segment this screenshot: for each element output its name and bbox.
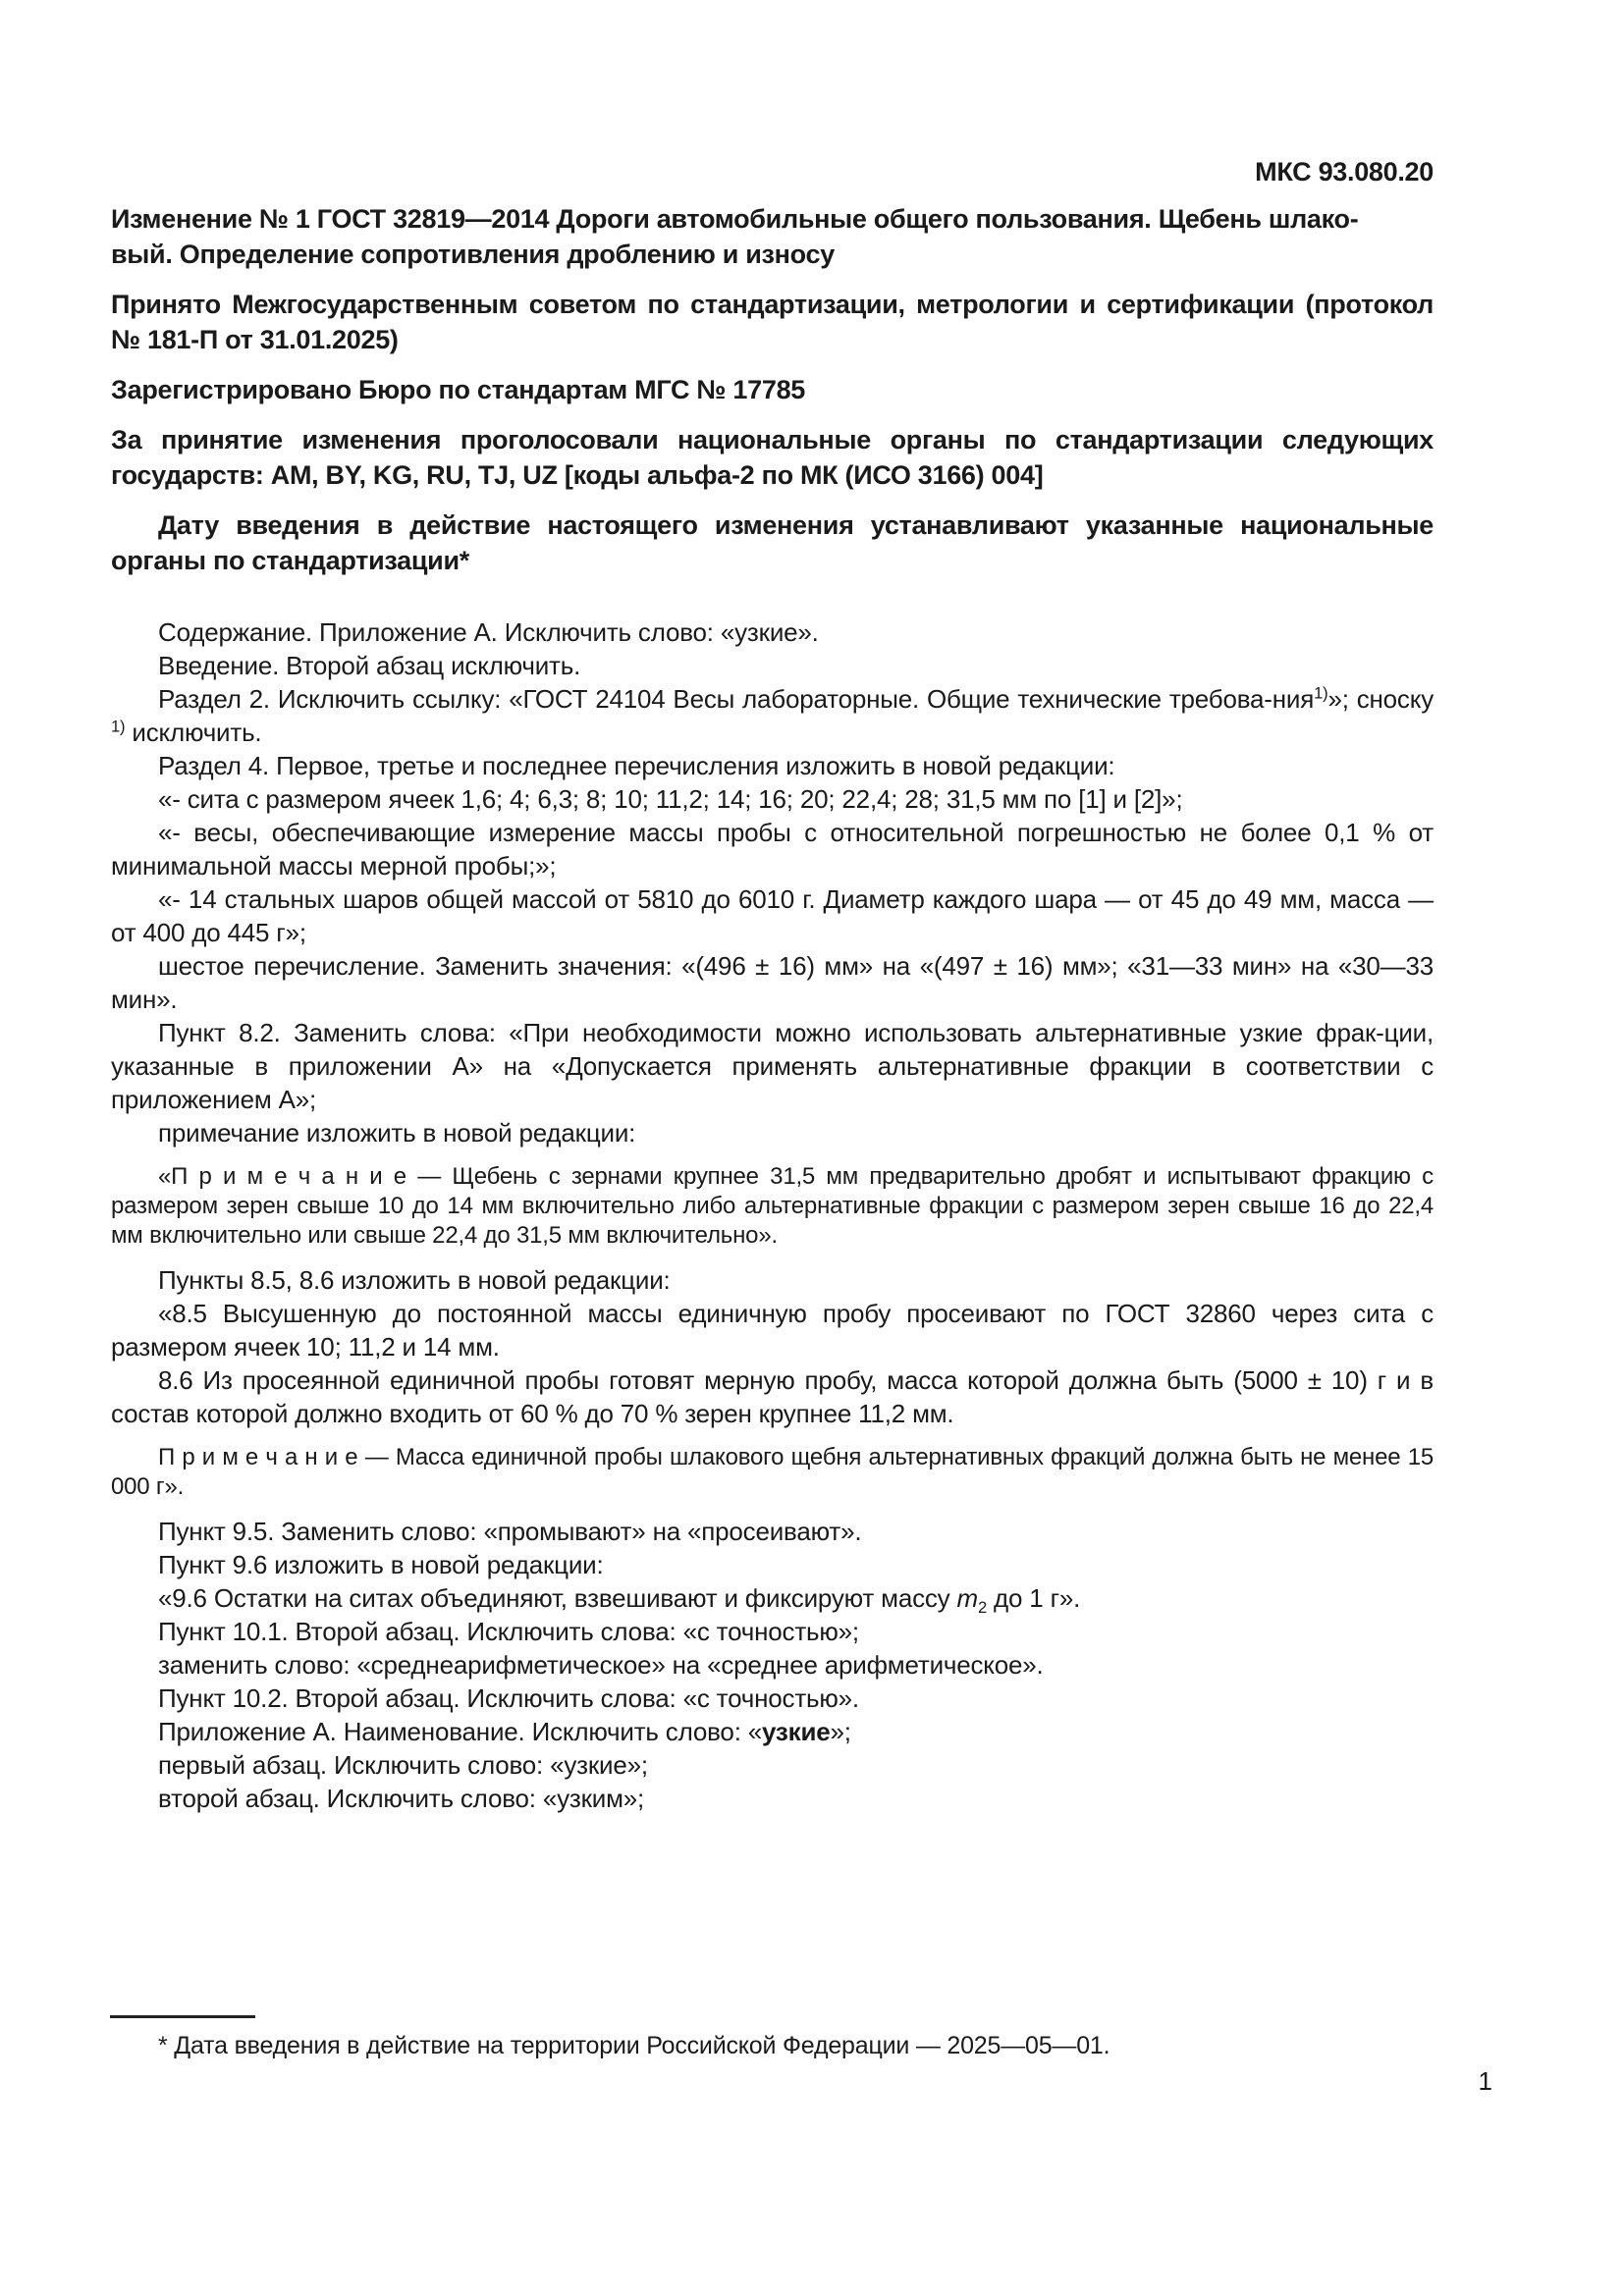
page-number: 1 — [1478, 2066, 1492, 2096]
list-item-scales: «- весы, обеспечивающие измерение массы пробы с относительной погрешностью не более 0,1 % от минимальной массы мерной пробы;»; — [111, 818, 1434, 881]
amendment-section-4: Раздел 4. Первое, третье и последнее перечисления изложить в новой редакции: — [158, 751, 1115, 780]
note-crushed-stone: «П р и м е ч а н и е — Щебень с зернами крупнее 31,5 мм предварительно дробят и испытывают фракцию с размером зерен свыше 10 до 14 мм включительно либо альтернативные фракции с размером зерен свыше 16 до 22,4 мм включительно или свыше 22,4 до 31,5 мм включительно». — [111, 1163, 1434, 1249]
amendment-clause-9-6: Пункт 9.6 изложить в новой редакции: — [158, 1550, 604, 1579]
effective-date-statement: Дату введения в действие настоящего изменения устанавливают указанные национальные органы по стандартизации* — [111, 510, 1434, 575]
appendix-a-text-a: Приложение А. Наименование. Исключить слово: « — [158, 1717, 763, 1746]
amendment-appendix-a — [111, 1715, 1434, 1748]
section-2-text-c: исключить. — [125, 718, 262, 747]
amendment-clause-10-2: Пункт 10.2. Второй абзац. Исключить слова: «с точностью». — [158, 1683, 859, 1713]
footnote-ref-1: 1) — [1314, 683, 1328, 703]
amendment-introduction: Введение. Второй абзац исключить. — [158, 651, 581, 680]
amendment-sixth-item: шестое перечисление. Заменить значения: «(496 ± 16) мм» на «(497 ± 16) мм»; «31—33 мин» на «30—33 мин». — [111, 951, 1434, 1014]
mass-variable: m — [956, 1583, 978, 1613]
list-item-steel-balls: «- 14 стальных шаров общей массой от 5810 до 6010 г. Диаметр каждого шара — от 45 до 49 мм, масса — от 400 до 445 г»; — [111, 884, 1434, 947]
amendment-clause-9-5: Пункт 9.5. Заменить слово: «промывают» на «просеивают». — [158, 1517, 862, 1546]
clause-9-6-text-a: «9.6 Остатки на ситах объединяют, взвешивают и фиксируют массу — [158, 1583, 957, 1613]
appendix-a-text-b: »; — [830, 1717, 851, 1746]
amendments-body — [111, 615, 1434, 1815]
title-line-2: вый. Определение сопротивления дроблению и износу — [111, 240, 835, 269]
footnote-divider — [110, 2015, 255, 2018]
voted-statement: За принятие изменения проголосовали национальные органы по стандартизации следующих государств: AM, BY, KG, RU, TJ, UZ [коды альфа-2 по МК (ИСО 3166) 004] — [111, 425, 1434, 490]
amendment-clause-10-1-replace: заменить слово: «среднеарифметическое» на «среднее арифметическое». — [158, 1650, 1044, 1680]
clause-9-6-text-b: до 1 г». — [987, 1583, 1081, 1613]
appendix-a-second-para: второй абзац. Исключить слово: «узким»; — [158, 1784, 645, 1813]
footnote-text: * Дата введения в действие на территории Российской Федерации — 2025—05—01. — [158, 2032, 1110, 2059]
ics-code: МКС 93.080.20 — [1255, 157, 1434, 187]
appendix-a-first-para: первый абзац. Исключить слово: «узкие»; — [158, 1750, 648, 1780]
document-title — [111, 201, 1434, 272]
appendix-a-excluded-word: узкие — [762, 1717, 831, 1746]
amendment-section-2 — [111, 682, 1434, 749]
title-line-1: Изменение № 1 ГОСТ 32819—2014 Дороги автомобильные общего пользования. Щебень шлако- — [111, 204, 1359, 234]
mass-subscript: 2 — [977, 1598, 988, 1618]
section-2-text-a: Раздел 2. Исключить ссылку: «ГОСТ 24104 Весы лабораторные. Общие технические требова-ния — [158, 684, 1315, 714]
list-item-sieves: «- сита с размером ячеек 1,6; 4; 6,3; 8; 10; 11,2; 14; 16; 20; 22,4; 28; 31,5 мм по [1] и [2]»; — [158, 784, 1183, 814]
clause-8-6-text: 8.6 Из просеянной единичной пробы готовят мерную пробу, масса которой должна быть (5000 ± 10) г и в состав которой должно входить от 60 % до 70 % зерен крупнее 11,2 мм. — [111, 1365, 1434, 1428]
clause-8-5-text: «8.5 Высушенную до постоянной массы единичную пробу просеивают по ГОСТ 32860 через сита с размером ячеек 10; 11,2 и 14 мм. — [111, 1299, 1434, 1362]
adopted-statement: Принято Межгосударственным советом по стандартизации, метрологии и сертификации (протокол № 181-П от 31.01.2025) — [111, 290, 1434, 354]
amendment-clauses-8-5-8-6: Пункты 8.5, 8.6 изложить в новой редакции: — [158, 1265, 671, 1295]
amendment-contents: Содержание. Приложение А. Исключить слово: «узкие». — [158, 617, 819, 647]
clause-9-6-text — [111, 1581, 1434, 1618]
note-sample-mass: П р и м е ч а н и е — Масса единичной пробы шлакового щебня альтернативных фракций должна быть не менее 15 000 г». — [111, 1444, 1434, 1500]
section-2-text-b: »; сноску — [1327, 684, 1435, 714]
amendment-note-intro: примечание изложить в новой редакции: — [158, 1118, 636, 1148]
amendment-clause-8-2: Пункт 8.2. Заменить слова: «При необходимости можно использовать альтернативные узкие фрак-ции, указанные в приложении А» на «Допускается применять альтернативные фракции в соответствии с приложением А»; — [111, 1018, 1434, 1114]
registered-statement: Зарегистрировано Бюро по стандартам МГС № 17785 — [111, 375, 806, 404]
footnote-ref-2: 1) — [111, 717, 126, 736]
amendment-clause-10-1: Пункт 10.1. Второй абзац. Исключить слова: «с точностью»; — [158, 1617, 859, 1646]
